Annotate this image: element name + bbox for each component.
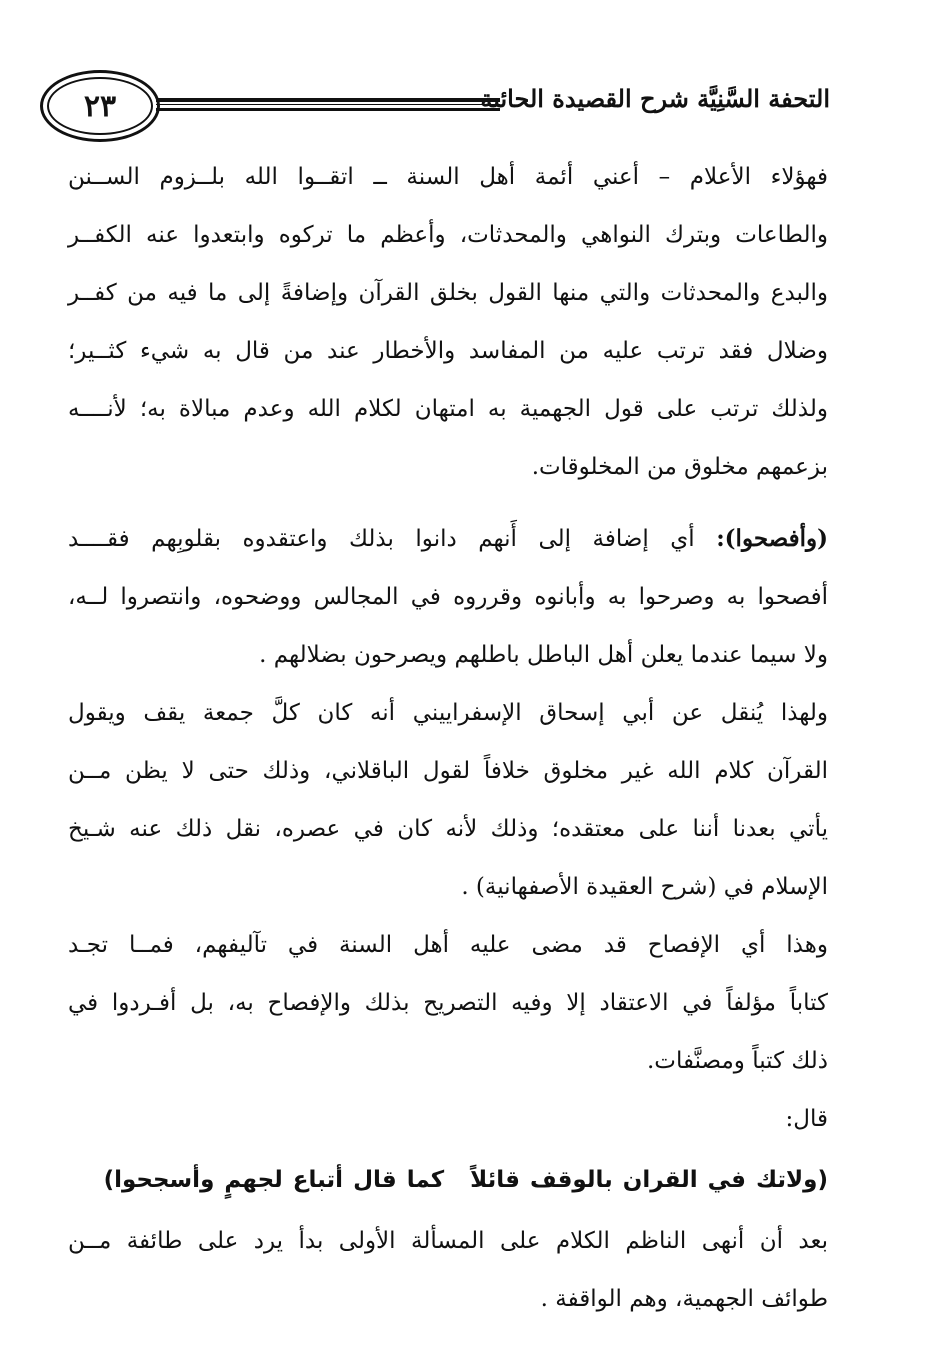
paragraph-spacer	[68, 496, 828, 510]
text-line: طوائف الجهمية، وهم الواقفة .	[540, 1286, 828, 1312]
verse-first-hemistich: (ولاتك في القران بالوقف قائلاً	[470, 1167, 828, 1193]
poem-verse	[68, 1148, 828, 1212]
text-line: بعد أن أنهى الناظم الكلام على المسألة الأولى بدأ يرد على طائفة مــن	[68, 1228, 828, 1254]
text-line: بزعمهم مخلوق من المخلوقات.	[531, 454, 828, 480]
paragraph-3	[68, 684, 828, 916]
paragraph-2	[68, 510, 828, 684]
text-line: ولذلك ترتب على قول الجهمية به امتهان لكلام الله وعدم مبالاة به؛ لأنــــه	[68, 396, 828, 422]
page-header	[40, 60, 830, 160]
text-line: الإسلام في (شرح العقيدة الأصفهانية) .	[461, 874, 828, 900]
explained-term: (وأفصحوا):	[716, 525, 828, 552]
paragraph-1	[68, 148, 828, 496]
header-divider-rule	[156, 98, 500, 111]
verse-second-hemistich: كما قال أتباع لجهمٍ وأسجحوا)	[103, 1167, 445, 1193]
paragraph-5	[68, 1212, 828, 1328]
text-line: وهذا أي الإفصاح قد مضى عليه أهل السنة في تآليفهم، فمــا تجـد	[68, 932, 828, 958]
text-line: فهؤلاء الأعلام – أعني أئمة أهل السنة ــ اتقــوا الله بلــزوم الســنن	[68, 164, 828, 190]
page-body	[68, 148, 828, 1328]
text-line: القرآن كلام الله غير مخلوق خلافاً لقول الباقلاني، وذلك حتى لا يظن مــن	[68, 758, 828, 784]
running-header-title: التحفة السَّنِيَّة شرح القصيدة الحائية	[480, 84, 830, 113]
text-line: ولا سيما عندما يعلن أهل الباطل باطلهم ويصرحون بضلالهم .	[259, 642, 828, 668]
paragraph-4	[68, 916, 828, 1090]
text-line: أفصحوا به وصرحوا به وأبانوه وقرروه في المجالس ووضحوه، وانتصروا لــه،	[68, 584, 828, 610]
text-line: يأتي بعدنا أننا على معتقده؛ وذلك لأنه كان في عصره، نقل ذلك عنه شـيخ	[68, 816, 828, 842]
text-line: كتاباً مؤلفاً في الاعتقاد إلا وفيه التصريح بذلك والإفصاح به، بل أفـردوا في	[68, 990, 828, 1016]
qala-label: قال:	[785, 1106, 828, 1132]
text-line: ولهذا يُنقل عن أبي إسحاق الإسفراييني أنه كان كلَّ جمعة يقف ويقول	[68, 700, 828, 726]
text-span: أي إضافة إلى أَنهم دانوا بذلك واعتقدوه بقلوبِهم فقــــد	[68, 526, 717, 552]
text-line	[68, 510, 828, 568]
text-line: وضلال فقد ترتب عليه من المفاسد والأخطار عند من قال به شيء كثــير؛	[68, 338, 828, 364]
page-number-badge	[40, 70, 160, 142]
text-line: والطاعات وبترك النواهي والمحدثات، وأعظم ما تركوه وابتعدوا عنه الكفــر	[68, 222, 828, 248]
page-number: ٢٣	[83, 88, 117, 124]
text-line: ذلك كتباً ومصنَّفات.	[646, 1048, 828, 1074]
text-line: والبدع والمحدثات والتي منها القول بخلق القرآن وإضافةً إلى ما فيه من كفــر	[68, 280, 828, 306]
